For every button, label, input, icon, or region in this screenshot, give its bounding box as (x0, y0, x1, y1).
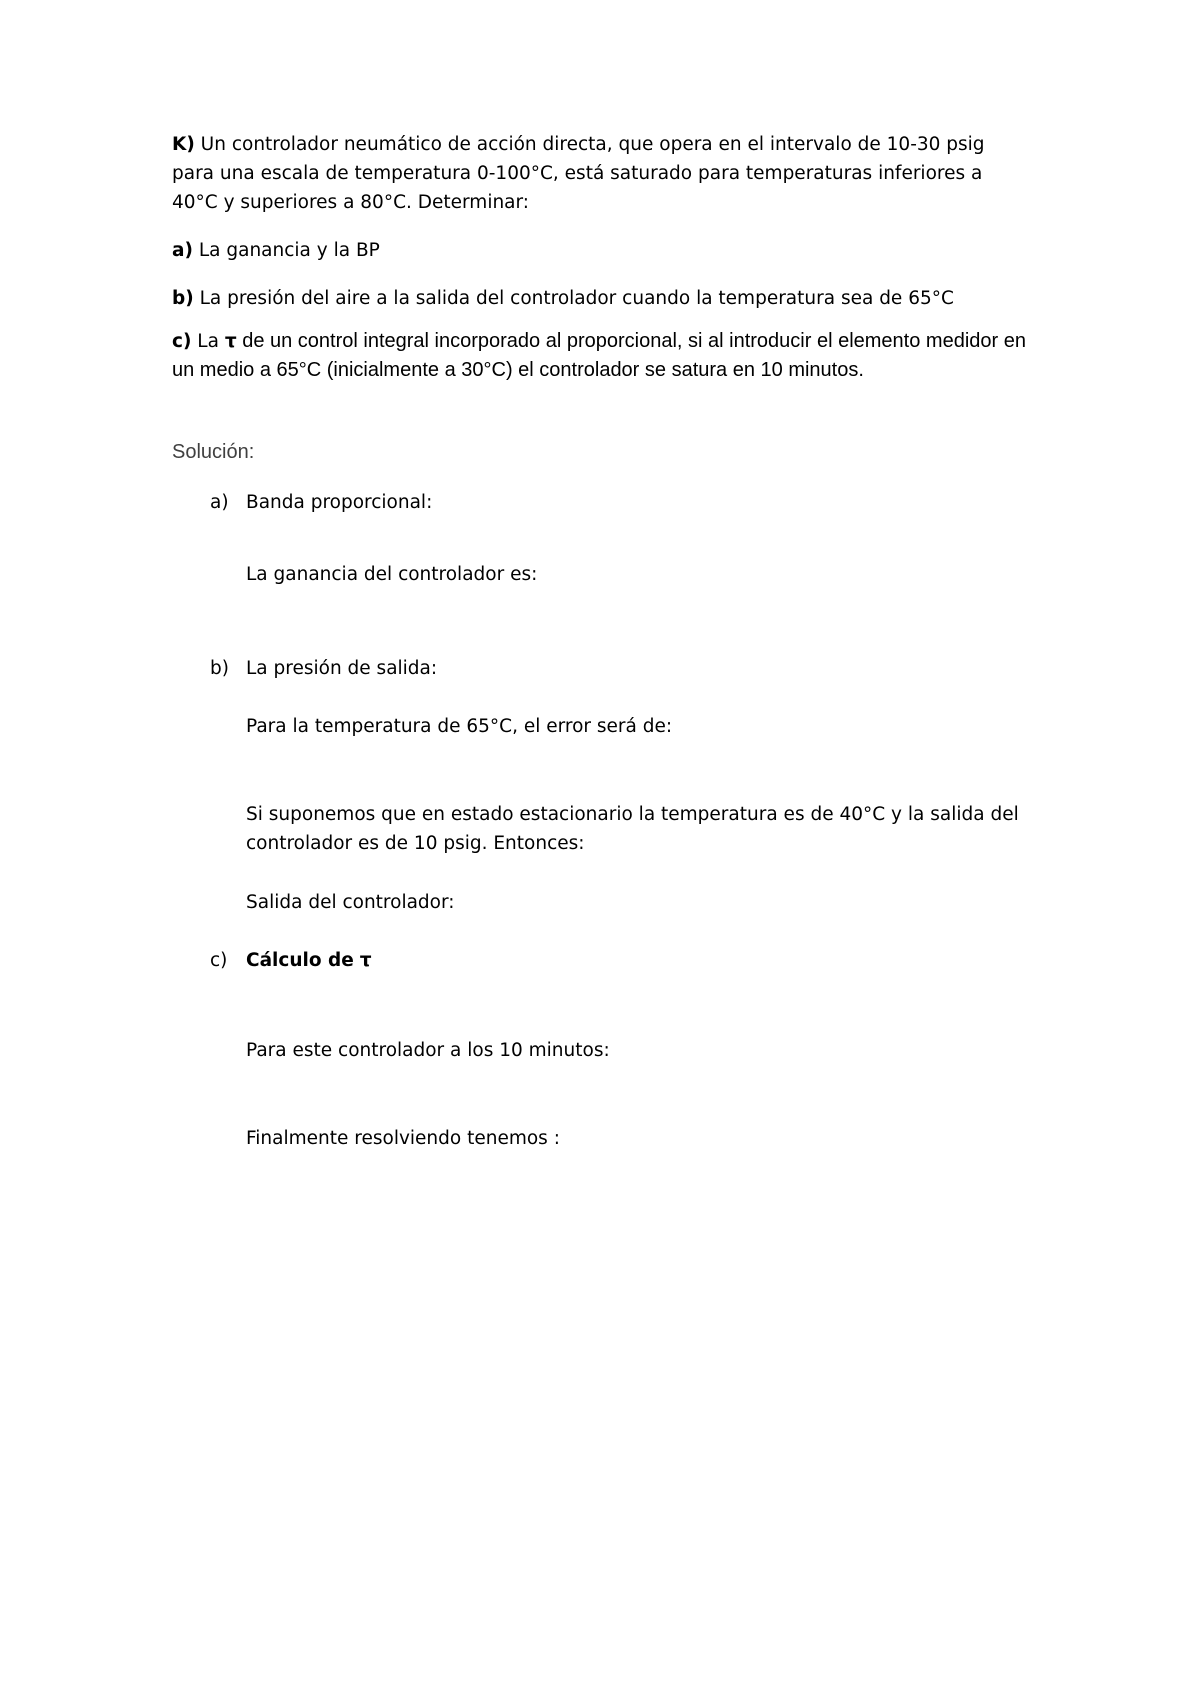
question-b (172, 284, 1032, 313)
question-c-text: de un control integral incorporado al proporcional, si al introducir el elemento medidor en un medio a 65°C (inicialmente a 30°C) el controlador se satura en 10 minutos. (172, 330, 1026, 381)
question-a-label: a) (172, 240, 193, 261)
question-a-text: La ganancia y la BP (192, 240, 380, 261)
question-c-prefix: La (191, 331, 225, 352)
question-b-label: b) (172, 288, 194, 309)
problem-text: Un controlador neumático de acción directa, que opera en el intervalo de 10-30 psig para una escala de temperatura 0-100°C, está saturado para temperaturas inferiores a 40°C y superiores a 80°C. Determinar: (172, 134, 985, 213)
gain-text: La ganancia del controlador es: (246, 564, 538, 585)
ten-minutes-text: Para este controlador a los 10 minutos: (246, 1040, 610, 1061)
final-text: Finalmente resolviendo tenemos : (246, 1128, 560, 1149)
solution-item-a-marker: a) (210, 492, 229, 513)
controller-output-text: Salida del controlador: (246, 892, 455, 913)
steady-state-text: Si suponemos que en estado estacionario la temperatura es de 40°C y la salida del controlador es de 10 psig. Entonces: (246, 804, 1019, 854)
solution-item-b-marker: b) (210, 658, 229, 679)
solution-item-c-title: Cálculo de (246, 950, 354, 971)
problem-statement (172, 130, 1032, 217)
solution-heading: Solución: (172, 441, 255, 463)
question-a (172, 236, 1032, 265)
tau-symbol-solution: τ (359, 950, 372, 971)
error-text: Para la temperatura de 65°C, el error será de: (246, 716, 673, 737)
solution-item-c-title-wrap (246, 946, 372, 975)
solution-item-a-title: Banda proporcional: (246, 492, 433, 513)
question-c (172, 327, 1032, 384)
question-c-label: c) (172, 331, 192, 352)
question-b-text: La presión del aire a la salida del controlador cuando la temperatura sea de 65°C (193, 288, 954, 309)
tau-symbol: τ (224, 331, 237, 352)
solution-item-c-marker: c) (210, 950, 228, 971)
problem-label: K) (172, 134, 195, 155)
solution-item-b-title: La presión de salida: (246, 658, 438, 679)
